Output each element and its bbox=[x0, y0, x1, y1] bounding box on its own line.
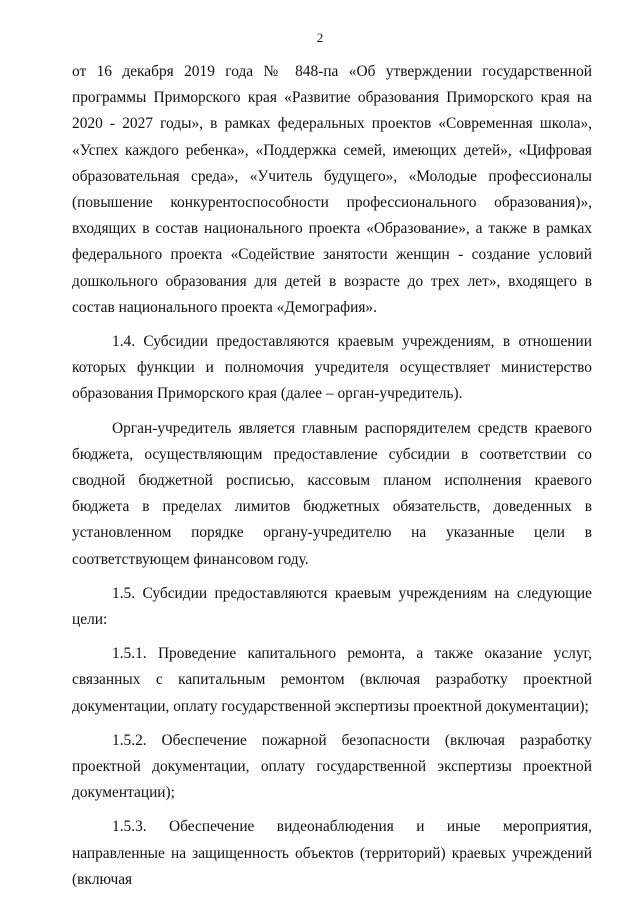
paragraph-continuation: от 16 декабря 2019 года № 848-па «Об утверждении государственной программы Приморского края «Развитие образования Приморского края на 2020 - 2027 годы», в рамках федеральных проектов «Современная школа», «Успех каждого ребенка», «Поддержка семей, имеющих детей», «Цифровая образовательная среда», «Учитель будущего», «Молодые профессионалы (повышение конкурентоспособности профессионального образования)», входящих в состав национального проекта «Образование», а также в рамках федерального проекта «Содействие занятости женщин - создание условий дошкольного образования для детей в возрасте до трех лет», входящего в состав национального проекта «Демография». bbox=[72, 63, 592, 316]
paragraph-1-5-3: 1.5.3. Обеспечение видеонаблюдения и иные мероприятия, направленные на защищенность объектов (территорий) краевых учреждений (включая bbox=[72, 818, 592, 888]
paragraph-1-4: 1.4. Субсидии предоставляются краевым учреждениям, в отношении которых функции и полномочия учредителя осуществляет министерство образования Приморского края (далее – орган-учредитель). bbox=[72, 333, 592, 403]
paragraph-organ-uchreditel: Орган-учредитель является главным распорядителем средств краевого бюджета, осуществляющим предоставление субсидии в соответствии со сводной бюджетной росписью, кассовым планом исполнения краевого бюджета в пределах лимитов бюджетных обязательств, доведенных в установленном порядке органу-учредителю на указанные цели в соответствующем финансовом году. bbox=[72, 419, 592, 568]
document-body bbox=[72, 59, 592, 893]
paragraph-1-5: 1.5. Субсидии предоставляются краевым учреждениям на следующие цели: bbox=[72, 584, 592, 629]
paragraph-1-5-1: 1.5.1. Проведение капитального ремонта, а также оказание услуг, связанных с капитальным ремонтом (включая разработку проектной документации, оплату государственной экспертизы проектной документации); bbox=[72, 645, 592, 715]
page-number: 2 bbox=[316, 30, 324, 45]
paragraph-1-5-2: 1.5.2. Обеспечение пожарной безопасности (включая разработку проектной документации, оплату государственной экспертизы проектной документации); bbox=[72, 731, 592, 802]
